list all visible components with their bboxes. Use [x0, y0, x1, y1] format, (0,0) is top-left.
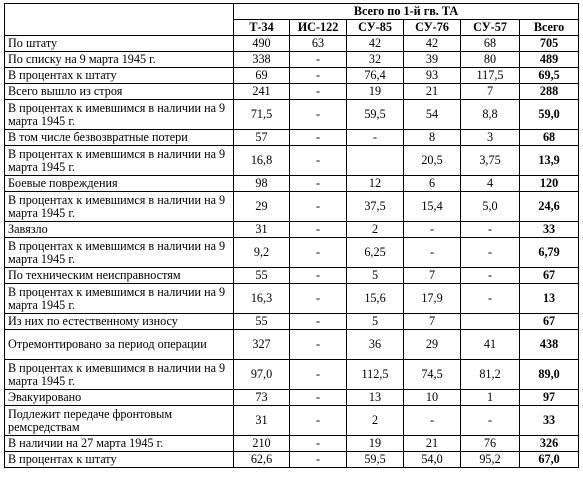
value-cell: 80	[461, 52, 520, 68]
row-label: По штату	[5, 36, 234, 52]
table-row	[5, 176, 579, 192]
table-header	[5, 4, 579, 36]
value-cell: -	[290, 268, 347, 284]
total-cell: 33	[520, 222, 579, 238]
value-cell: 3	[461, 130, 520, 146]
total-cell: 13	[520, 284, 579, 314]
value-cell: 32	[347, 52, 404, 68]
tank-losses-table	[4, 3, 579, 468]
total-cell: 326	[520, 436, 579, 452]
value-cell: 10	[404, 390, 461, 406]
table-row	[5, 130, 579, 146]
value-cell: 63	[290, 36, 347, 52]
table-row	[5, 360, 579, 390]
value-cell: 68	[461, 36, 520, 52]
value-cell: 1	[461, 390, 520, 406]
value-cell: 57	[234, 130, 290, 146]
value-cell: 16,8	[234, 146, 290, 176]
value-cell: 54,0	[404, 452, 461, 468]
table-row	[5, 192, 579, 222]
value-cell: 55	[234, 268, 290, 284]
value-cell: -	[290, 314, 347, 330]
value-cell: -	[290, 238, 347, 268]
value-cell: 5	[347, 268, 404, 284]
value-cell: 98	[234, 176, 290, 192]
total-cell: 705	[520, 36, 579, 52]
value-cell: 74,5	[404, 360, 461, 390]
value-cell: 54	[404, 100, 461, 130]
value-cell: -	[461, 222, 520, 238]
value-cell: -	[290, 68, 347, 84]
value-cell: 17,9	[404, 284, 461, 314]
row-label: В процентах к имевшимся в наличии на 9 марта 1945 г.	[5, 238, 234, 268]
table-row	[5, 436, 579, 452]
value-cell: 15,4	[404, 192, 461, 222]
total-cell: 6,79	[520, 238, 579, 268]
value-cell: -	[290, 176, 347, 192]
value-cell: 2	[347, 406, 404, 436]
total-cell: 67	[520, 268, 579, 284]
value-cell: 21	[404, 84, 461, 100]
table-row	[5, 36, 579, 52]
value-cell: 69	[234, 68, 290, 84]
table-row	[5, 452, 579, 468]
value-cell: -	[290, 52, 347, 68]
value-cell: 7	[461, 84, 520, 100]
value-cell: 19	[347, 84, 404, 100]
value-cell: -	[290, 192, 347, 222]
value-cell: 490	[234, 36, 290, 52]
table-row	[5, 390, 579, 406]
total-cell: 438	[520, 330, 579, 360]
value-cell: 12	[347, 176, 404, 192]
value-cell: 42	[404, 36, 461, 52]
table-row	[5, 284, 579, 314]
row-label: В процентах к имевшимся в наличии на 9 марта 1945 г.	[5, 192, 234, 222]
value-cell: 31	[234, 406, 290, 436]
table-row	[5, 68, 579, 84]
row-label: По техническим неисправностям	[5, 268, 234, 284]
value-cell: 6	[404, 176, 461, 192]
value-cell: -	[404, 222, 461, 238]
row-label: Боевые повреждения	[5, 176, 234, 192]
value-cell: 338	[234, 52, 290, 68]
total-cell: 120	[520, 176, 579, 192]
column-header: СУ-85	[347, 20, 404, 36]
total-cell: 13,9	[520, 146, 579, 176]
value-cell: -	[461, 268, 520, 284]
value-cell: 4	[461, 176, 520, 192]
row-label: В процентах к имевшимся в наличии на 9 марта 1945 г.	[5, 100, 234, 130]
column-header: Т-34	[234, 20, 290, 36]
table-row	[5, 222, 579, 238]
total-cell: 67,0	[520, 452, 579, 468]
value-cell: 59,5	[347, 452, 404, 468]
value-cell: 37,5	[347, 192, 404, 222]
value-cell: 73	[234, 390, 290, 406]
value-cell: 62,6	[234, 452, 290, 468]
table-row	[5, 406, 579, 436]
value-cell: -	[290, 390, 347, 406]
row-label: По списку на 9 марта 1945 г.	[5, 52, 234, 68]
value-cell: 5	[347, 314, 404, 330]
row-label: В том числе безвозвратные потери	[5, 130, 234, 146]
data-table-container	[4, 3, 579, 468]
table-body	[5, 36, 579, 468]
value-cell: -	[290, 360, 347, 390]
column-header: Всего	[520, 20, 579, 36]
value-cell: -	[290, 146, 347, 176]
total-cell: 68	[520, 130, 579, 146]
value-cell: 5,0	[461, 192, 520, 222]
value-cell: -	[461, 238, 520, 268]
value-cell: 2	[347, 222, 404, 238]
total-cell: 24,6	[520, 192, 579, 222]
row-label: Отремонтировано за период операции	[5, 330, 234, 360]
value-cell: 9,2	[234, 238, 290, 268]
value-cell: -	[404, 238, 461, 268]
value-cell: 327	[234, 330, 290, 360]
value-cell: 31	[234, 222, 290, 238]
total-cell: 89,0	[520, 360, 579, 390]
value-cell: 36	[347, 330, 404, 360]
group-header-row	[5, 4, 579, 20]
value-cell: 15,6	[347, 284, 404, 314]
column-header: ИС-122	[290, 20, 347, 36]
value-cell: 76	[461, 436, 520, 452]
total-cell: 59,0	[520, 100, 579, 130]
table-row	[5, 100, 579, 130]
row-label: В процентах к штату	[5, 452, 234, 468]
value-cell: 3,75	[461, 146, 520, 176]
value-cell: 7	[404, 268, 461, 284]
value-cell: -	[461, 406, 520, 436]
total-cell: 69,5	[520, 68, 579, 84]
row-label: Подлежит передаче фронтовым ремсредствам	[5, 406, 234, 436]
group-header-cell: Всего по 1-й гв. ТА	[234, 4, 579, 20]
value-cell: 42	[347, 36, 404, 52]
value-cell: 241	[234, 84, 290, 100]
value-cell: -	[404, 406, 461, 436]
value-cell	[461, 314, 520, 330]
total-cell: 97	[520, 390, 579, 406]
row-label: В процентах к штату	[5, 68, 234, 84]
value-cell: -	[290, 330, 347, 360]
empty-corner-cell	[5, 4, 234, 36]
table-row	[5, 52, 579, 68]
value-cell: 8,8	[461, 100, 520, 130]
total-cell: 288	[520, 84, 579, 100]
table-row	[5, 238, 579, 268]
row-label: Эвакуировано	[5, 390, 234, 406]
value-cell: 55	[234, 314, 290, 330]
column-header: СУ-57	[461, 20, 520, 36]
value-cell: -	[290, 284, 347, 314]
value-cell: 117,5	[461, 68, 520, 84]
table-row	[5, 330, 579, 360]
table-row	[5, 84, 579, 100]
value-cell: -	[290, 84, 347, 100]
column-header: СУ-76	[404, 20, 461, 36]
row-label: Всего вышло из строя	[5, 84, 234, 100]
value-cell: 16,3	[234, 284, 290, 314]
value-cell: -	[290, 452, 347, 468]
value-cell: -	[290, 406, 347, 436]
value-cell: 112,5	[347, 360, 404, 390]
value-cell: 39	[404, 52, 461, 68]
row-label: В наличии на 27 марта 1945 г.	[5, 436, 234, 452]
total-cell: 489	[520, 52, 579, 68]
value-cell: 6,25	[347, 238, 404, 268]
value-cell: 41	[461, 330, 520, 360]
value-cell: 76,4	[347, 68, 404, 84]
value-cell: 7	[404, 314, 461, 330]
value-cell: 97,0	[234, 360, 290, 390]
value-cell: -	[290, 436, 347, 452]
value-cell: 29	[404, 330, 461, 360]
value-cell: 8	[404, 130, 461, 146]
value-cell	[347, 146, 404, 176]
value-cell: 71,5	[234, 100, 290, 130]
value-cell: 21	[404, 436, 461, 452]
value-cell: 93	[404, 68, 461, 84]
table-row	[5, 314, 579, 330]
total-cell: 33	[520, 406, 579, 436]
row-label: В процентах к имевшимся в наличии на 9 марта 1945 г.	[5, 146, 234, 176]
value-cell: 81,2	[461, 360, 520, 390]
value-cell: 210	[234, 436, 290, 452]
value-cell: -	[347, 130, 404, 146]
value-cell: 95,2	[461, 452, 520, 468]
total-cell: 67	[520, 314, 579, 330]
value-cell: 59,5	[347, 100, 404, 130]
value-cell: 19	[347, 436, 404, 452]
table-row	[5, 268, 579, 284]
row-label: Из них по естественному износу	[5, 314, 234, 330]
row-label: В процентах к имевшимся в наличии на 9 марта 1945 г.	[5, 360, 234, 390]
value-cell: -	[290, 222, 347, 238]
table-row	[5, 146, 579, 176]
value-cell: 29	[234, 192, 290, 222]
value-cell: -	[290, 100, 347, 130]
value-cell: 20,5	[404, 146, 461, 176]
row-label: В процентах к имевшимся в наличии на 9 марта 1945 г.	[5, 284, 234, 314]
value-cell: -	[290, 130, 347, 146]
value-cell: -	[461, 284, 520, 314]
value-cell: 13	[347, 390, 404, 406]
row-label: Завязло	[5, 222, 234, 238]
